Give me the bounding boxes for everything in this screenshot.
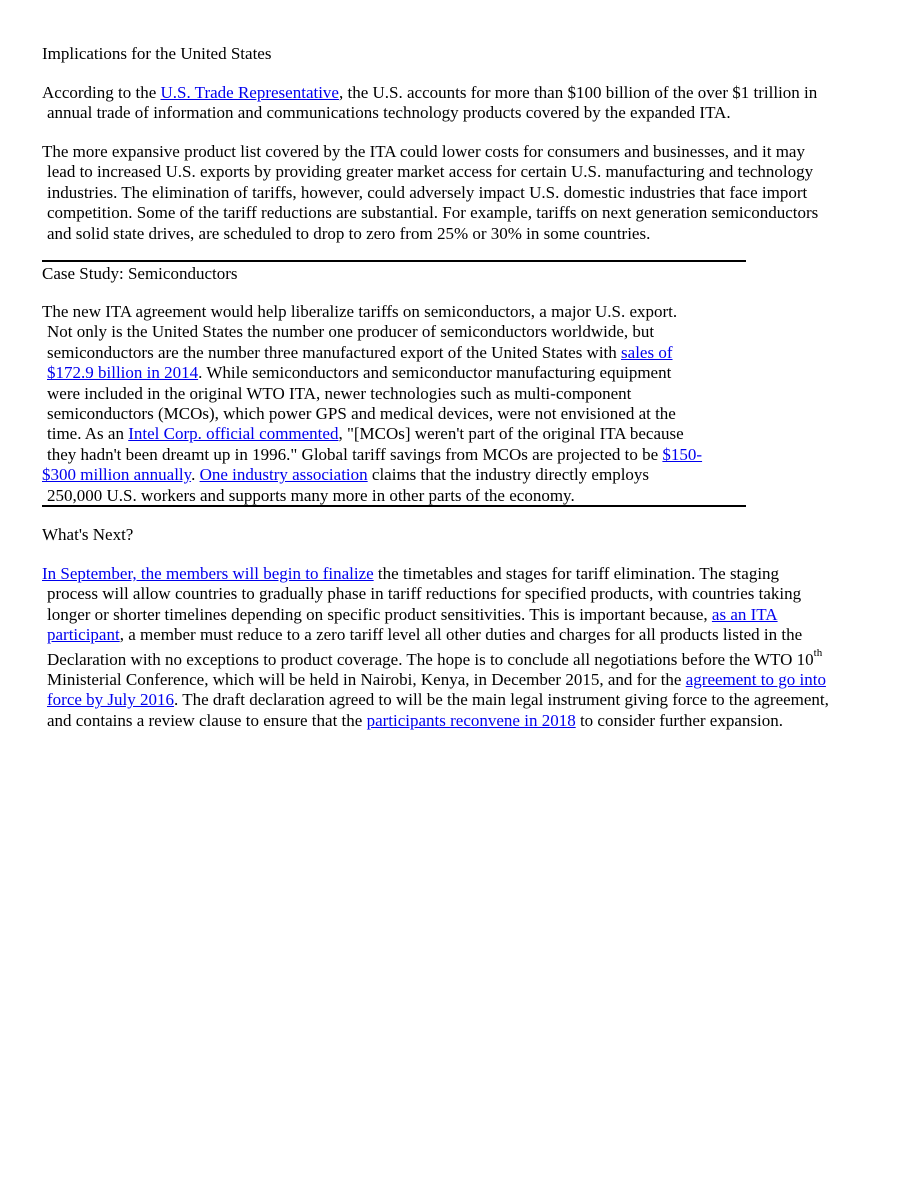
text: competition. Some of the tariff reductions are substantial. For example, tariffs on next generation semiconductors [47,203,819,223]
paragraph-trade-representative [42,83,817,124]
text: process will allow countries to gradually phase in tariff reductions for specified products, with countries taking [47,584,802,604]
link-participant[interactable]: participant [47,625,120,645]
text: the timetables and stages for tariff elimination. The staging [373,564,780,583]
paragraph-product-list [42,142,818,244]
text: , the U.S. accounts for more than $100 billion of the over $1 trillion in [338,83,818,102]
section-heading-implications: Implications for the United States [42,44,272,63]
text: lead to increased U.S. exports by providing greater market access for certain U.S. manufacturing and technology [47,162,814,182]
text: were included in the original WTO ITA, newer technologies such as multi-component [47,383,632,403]
link-us-trade-representative[interactable]: U.S. Trade Representative [160,83,339,102]
text: and solid state drives, are scheduled to drop to zero from 25% or 30% in some countries. [47,223,651,243]
text: . The draft declaration agreed to will be the main legal instrument giving force to the agreement, [174,690,829,710]
case-study-top-rule [42,260,746,262]
section-heading-whats-next: What's Next? [42,525,134,544]
text: 250,000 U.S. workers and supports many more in other parts of the economy. [47,485,575,505]
text: According to the [42,83,161,102]
text: semiconductors are the number three manufactured export of the United States with [47,342,622,362]
text: Ministerial Conference, which will be held in Nairobi, Kenya, in December 2015, and for the [47,670,686,690]
text: . While semiconductors and semiconductor manufacturing equipment [198,363,672,383]
text: to consider further expansion. [575,710,783,730]
text: Declaration with no exceptions to product coverage. The hope is to conclude all negotiations before the WTO 10 [47,649,814,669]
text: The new ITA agreement would help liberalize tariffs on semiconductors, a major U.S. export. [42,302,678,321]
text: , "[MCOs] weren't part of the original ITA because [338,424,684,444]
link-savings-range[interactable]: $150- [662,444,703,464]
text: longer or shorter timelines depending on specific product sensitivities. This is important because, [47,604,712,624]
link-force-july-2016[interactable]: force by July 2016 [47,690,175,710]
link-september-finalize[interactable]: In September, the members will begin to finalize [42,564,374,583]
text: , a member must reduce to a zero tariff level all other duties and charges for all products listed in the [119,625,803,645]
link-agreement-go-into[interactable]: agreement to go into [685,670,826,690]
case-study-paragraph [42,302,702,506]
superscript-th: th [813,646,823,659]
case-study-bottom-rule [42,505,746,507]
case-study-heading: Case Study: Semiconductors [42,264,238,283]
link-intel-official[interactable]: Intel Corp. official commented [128,424,339,444]
text: annual trade of information and communications technology products covered by the expanded ITA. [47,103,731,123]
text: time. As an [47,424,129,444]
link-savings-annually[interactable]: $300 million annually [42,465,192,485]
text: claims that the industry directly employs [367,465,650,485]
link-ita-participant[interactable]: as an ITA [711,604,778,624]
link-industry-association[interactable]: One industry association [199,465,368,485]
paragraph-whats-next [42,564,829,731]
text: Not only is the United States the number one producer of semiconductors worldwide, but [47,322,655,342]
link-sales-amount[interactable]: $172.9 billion in 2014 [47,363,199,383]
text: industries. The elimination of tariffs, however, could adversely impact U.S. domestic industries that face import [47,182,808,202]
text: The more expansive product list covered by the ITA could lower costs for consumers and businesses, and it may [42,142,805,161]
text: and contains a review clause to ensure that the [47,710,367,730]
link-participants-reconvene[interactable]: participants reconvene in 2018 [366,710,576,730]
text: they hadn't been dreamt up in 1996." Global tariff savings from MCOs are projected to be [47,444,663,464]
link-sales[interactable]: sales of [621,342,673,362]
text: semiconductors (MCOs), which power GPS and medical devices, were not envisioned at the [47,404,676,424]
text: . [191,465,200,485]
